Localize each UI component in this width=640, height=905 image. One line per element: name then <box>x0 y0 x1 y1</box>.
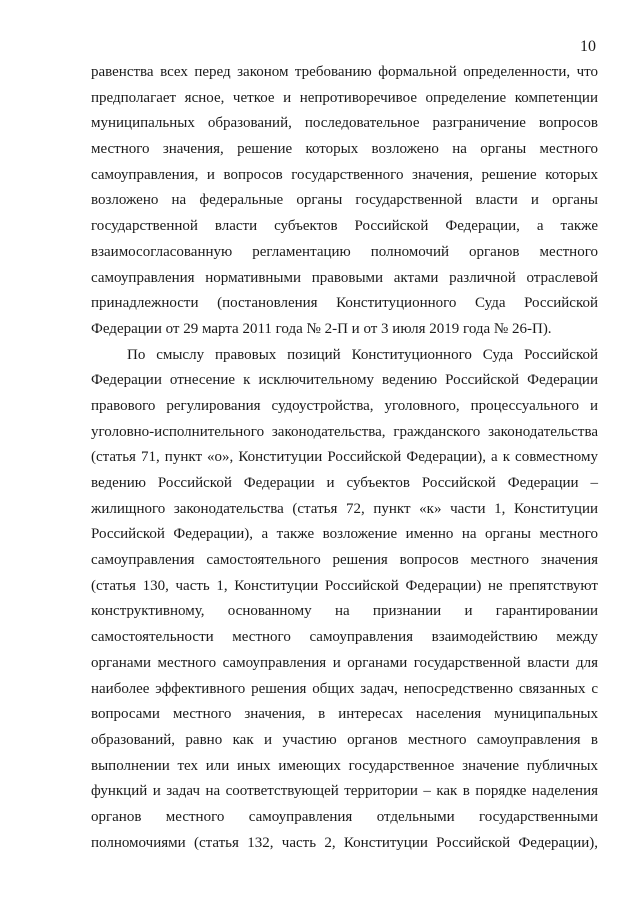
body-text <box>91 60 598 856</box>
paragraph-1-line: самоуправления, и вопросов государственного значения, решение которых <box>91 166 598 183</box>
paragraph-2 <box>91 343 598 857</box>
paragraph-2-line: Федерации отнесение к исключительному ведению Российской Федерации <box>91 372 598 389</box>
paragraph-2-line: полномочиями (статья 132, часть 2, Конституции Российской Федерации), <box>91 834 598 851</box>
paragraph-1-line: равенства всех перед законом требованию формальной определенности, что <box>91 64 598 80</box>
paragraph-1-line: принадлежности (постановления Конституционного Суда Российской <box>91 295 598 312</box>
paragraph-1-line: муниципальных образований, последовательное разграничение вопросов <box>91 115 598 132</box>
paragraph-2-line: Российской Федерации), а также возложение именно на органы местного <box>91 526 598 543</box>
paragraph-1-line: государственной власти субъектов Российской Федерации, а также <box>91 218 598 235</box>
paragraph-2-line: органов местного самоуправления отдельными государственными <box>91 808 598 825</box>
paragraph-2-line: ведению Российской Федерации и субъектов Российской Федерации – <box>91 475 598 491</box>
paragraph-2-line: выполнении тех или иных имеющих государственное значение публичных <box>91 757 598 774</box>
paragraph-2-line: (статья 130, часть 1, Конституции Российской Федерации) не препятствуют <box>91 577 598 594</box>
paragraph-1 <box>91 60 598 343</box>
paragraph-2-line: наиболее эффективного решения общих задач, непосредственно связанных с <box>91 680 598 697</box>
paragraph-1-line: возложено на федеральные органы государственной власти и органы <box>91 192 598 209</box>
paragraph-1-line: предполагает ясное, четкое и непротиворечивое определение компетенции <box>91 89 598 106</box>
paragraph-2-line: (статья 71, пункт «о», Конституции Российской Федерации), а к совместному <box>91 449 598 466</box>
paragraph-2-line: самостоятельности местного самоуправления взаимодействию между <box>91 629 598 646</box>
paragraph-2-line: самоуправления самостоятельного решения вопросов местного значения <box>91 552 598 569</box>
paragraph-1-line: Федерации от 29 марта 2011 года № 2-П и от 3 июля 2019 года № 26-П). <box>91 320 552 337</box>
paragraph-1-line: взаимосогласованную регламентацию полномочий органов местного <box>91 243 598 260</box>
paragraph-2-line: конструктивному, основанному на признании и гарантировании <box>91 603 598 620</box>
paragraph-2-line: органами местного самоуправления и органами государственной власти для <box>91 654 598 671</box>
paragraph-2-line: вопросами местного значения, в интересах населения муниципальных <box>91 706 598 723</box>
paragraph-2-line: правового регулирования судоустройства, уголовного, процессуального и <box>91 397 598 414</box>
paragraph-2-line: По смыслу правовых позиций Конституционного Суда Российской <box>127 346 598 363</box>
paragraph-2-line: функций и задач на соответствующей территории – как в порядке наделения <box>91 783 598 800</box>
paragraph-1-line: самоуправления нормативными правовыми актами различной отраслевой <box>91 269 598 286</box>
paragraph-2-line: образований, равно как и участию органов местного самоуправления в <box>91 731 598 748</box>
paragraph-2-line: жилищного законодательства (статья 72, пункт «к» части 1, Конституции <box>91 500 598 517</box>
page-number: 10 <box>580 38 596 55</box>
paragraph-1-line: местного значения, решение которых возложено на органы местного <box>91 141 598 158</box>
paragraph-2-line: уголовно-исполнительного законодательства, гражданского законодательства <box>91 423 598 440</box>
